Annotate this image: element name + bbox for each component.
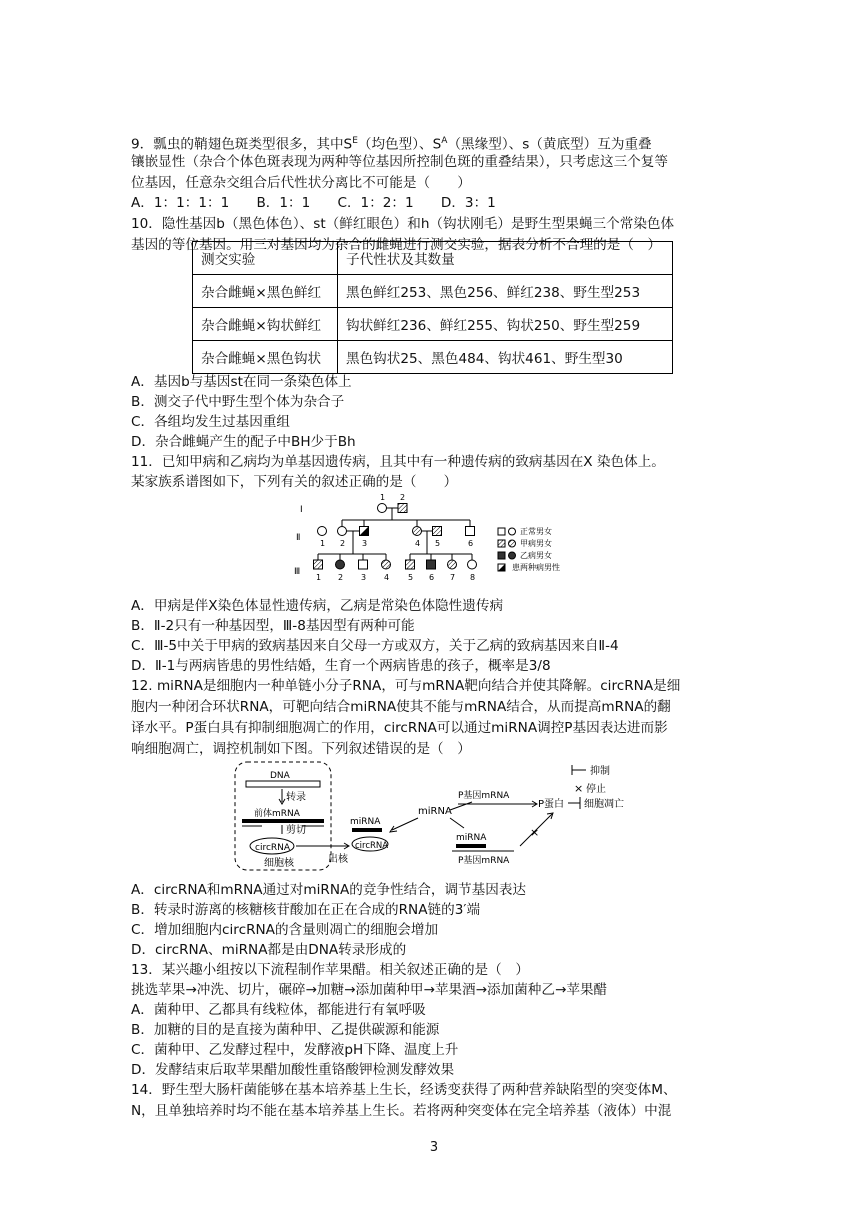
q13-option-c: C．菌种甲、乙发酵过程中，发酵液pH下降、温度上升 [131,1042,459,1058]
gen-label-III: Ⅲ [294,567,301,577]
pedigree-num: 2 [338,573,344,582]
mirna-regulation-diagram [230,758,660,876]
q10-option-a: A．基因b与基因st在同一条染色体上 [131,374,352,390]
table-cell: 钩状鲜红236、鲜红255、钩状250、野生型259 [338,308,673,341]
testcross-table [192,241,673,374]
pedigree-male-II5 [433,527,442,536]
pedigree-num: 1 [380,493,386,502]
legend-inhibit: 抑制 [590,766,610,777]
pedigree-num: 7 [450,573,456,582]
mirna-free-label: miRNA [418,806,452,817]
pedigree-num: 6 [429,573,435,582]
pedigree-num: 3 [361,573,367,582]
pre-mrna-label: 前体mRNA [254,809,300,819]
table-cell: 黑色钩状25、黑色484、钩状461、野生型30 [338,341,673,374]
table-cell: 黑色鲜红253、黑色256、鲜红238、野生型253 [338,275,673,308]
pedigree-num: 2 [340,539,346,548]
pedigree-chart [290,490,590,586]
pedigree-num: 4 [384,573,390,582]
q12-option-c: C．增加细胞内circRNA的含量则凋亡的细胞会增加 [131,922,439,938]
table-cell: 杂合雌蝇×钩状鲜红 [193,308,338,341]
pedigree-num: 6 [468,539,474,548]
q11-line2: 某家族系谱图如下，下列有关的叙述正确的是（ ） [131,474,458,490]
q11-option-a: A．甲病是伴X染色体显性遗传病，乙病是常染色体隐性遗传病 [131,598,504,614]
cut-label: 剪切 [286,825,306,836]
pedigree-num: 5 [435,539,441,548]
q13-option-a: A．菌种甲、乙都具有线粒体，都能进行有氧呼吸 [131,1002,426,1018]
table-row [193,308,673,341]
q9-line2: 镶嵌显性（杂合个体色斑表现为两种等位基因所控制色斑的重叠结果），只考虑这三个复等 [131,154,668,170]
pedigree-female-III4 [382,560,391,569]
q13-line1: 13．某兴趣小组按以下流程制作苹果醋。相关叙述正确的是（ ） [131,962,529,978]
pedigree-num: 4 [415,539,421,548]
table-header-row [193,242,673,275]
circrna-label: circRNA [255,843,291,853]
pedigree-male-III6 [427,560,436,569]
legend-label: 甲病男女 [520,539,552,548]
table-cell: 杂合雌蝇×黑色钩状 [193,341,338,374]
transcribe-label: 转录 [286,792,306,803]
q12-option-b: B．转录时游离的核糖核苷酸加在正在合成的RNA链的3′端 [131,902,481,918]
pedigree-num: 8 [470,573,476,582]
q12-line4: 响细胞凋亡，调控机制如下图。下列叙述错误的是（ ） [131,741,471,757]
pedigree-num: 2 [400,493,406,502]
table-row [193,341,673,374]
pedigree-num: 1 [316,573,322,582]
q12-option-a: A．circRNA和mRNA通过对miRNA的竞争性结合，调节基因表达 [131,882,527,898]
pedigree-num: 5 [408,573,414,582]
q13-option-b: B．加糖的目的是直接为菌种甲、乙提供碳源和能源 [131,1022,440,1038]
q10-option-b: B．测交子代中野生型个体为杂合子 [131,394,345,410]
pre-mrna-strand [242,819,324,823]
table-header-cell: 子代性状及其数量 [338,242,673,275]
q14-line1: 14．野生型大肠杆菌能够在基本培养基上生长，经诱变获得了两种营养缺陷型的突变体M、 [131,1082,677,1098]
page-number: 3 [429,1140,439,1155]
pedigree-female-III7 [448,560,457,569]
p-mrna-label: P基因mRNA [458,791,510,801]
pedigree-male-II6 [466,527,475,536]
nucleus-label: 细胞核 [264,858,294,869]
pedigree-male-III1 [314,560,323,569]
table-row [193,275,673,308]
q12-line2: 胞内一种闭合环状RNA，可靶向结合miRNA使其不能与mRNA结合，从而提高mRNA的翻 [131,699,671,715]
export-label: 出核 [328,854,348,865]
q9-line1: 9．瓢虫的鞘翅色斑类型很多，其中$S^E$（均色型）、$S^A$（黑缘型）、s（黄底型）互为重叠 [131,136,652,153]
q11-line1: 11．已知甲病和乙病均为单基因遗传病，且其中有一种遗传病的致病基因在X 染色体上。 [131,454,665,470]
dna-strand [246,781,320,787]
pedigree-male-III5 [406,560,415,569]
q12-option-d: D．circRNA、miRNA都是由DNA转录形成的 [131,942,407,958]
mirna-label-bound: miRNA [350,817,381,827]
legend-label: 正常男女 [520,527,552,536]
pedigree-male-III3 [359,560,368,569]
p-protein-label: P蛋白 [538,799,565,810]
legend-stop: 停止 [586,784,606,795]
circrna-label-cytoplasm: circRNA [355,841,389,851]
pedigree-female-II1 [318,527,327,536]
q10-line1: 10．隐性基因b（黑色体色）、st（鲜红眼色）和h（钩状刚毛）是野生型果蝇三个常染色体 [131,216,675,232]
apoptosis-label: 细胞凋亡 [584,799,624,810]
q14-line2: N，且单独培养时均不能在基本培养基上生长。若将两种突变体在完全培养基（液体）中混 [131,1103,672,1119]
stop-mark: × [530,826,540,839]
pedigree-female-III8 [468,560,477,569]
q9-line3: 位基因，任意杂交组合后代性状分离比不可能是（ ） [131,175,471,191]
q9-options: A．1：1：1：1 B．1：1 C．1：2：1 D．3：1 [131,195,496,211]
q13-flow: 挑选苹果→冲洗、切片，碾碎→加糖→添加菌种甲→苹果酒→添加菌种乙→苹果醋 [131,982,608,998]
pedigree-num: 1 [320,539,326,548]
gen-label-I: I [300,505,303,515]
pedigree-num: 3 [362,539,368,548]
q12-line1: 12. miRNA是细胞内一种单链小分子RNA，可与mRNA靶向结合并使其降解。circRNA是细 [131,678,681,694]
pedigree-female-III2 [336,560,345,569]
pedigree-female-II4 [413,527,422,536]
legend-stop-symbol: × [574,782,584,795]
table-header-cell: 测交实验 [193,242,338,275]
pedigree-legend [498,526,560,572]
table-cell: 杂合雌蝇×黑色鲜红 [193,275,338,308]
mirna-bound-label: miRNA [456,833,487,843]
q10-option-c: C．各组均发生过基因重组 [131,414,291,430]
pedigree-male-I2 [398,504,407,513]
pedigree-female-I1 [378,504,387,513]
q13-option-d: D．发酵结束后取苹果醋加酸性重铬酸钾检测发酵效果 [131,1062,455,1078]
legend-label: 患两种病男性 [512,563,560,572]
gen-label-II: Ⅱ [296,533,301,543]
dna-label: DNA [270,771,290,781]
q10-line2: 基因的等位基因。用三对基因均为杂合的雌蝇进行测交实验，据表分析不合理的是（ ） [131,237,662,253]
q10-option-d: D．杂合雌蝇产生的配子中BH少于Bh [131,434,356,450]
legend-label: 乙病男女 [520,551,552,560]
q11-option-b: B．Ⅱ-2只有一种基因型，Ⅲ-8基因型有两种可能 [131,618,415,634]
q11-option-d: D．Ⅱ-1与两病皆患的男性结婚，生育一个两病皆患的孩子，概率是3/8 [131,658,551,674]
p-mrna-bound-label: P基因mRNA [458,856,510,866]
pedigree-female-II2 [338,527,347,536]
q11-option-c: C．Ⅲ-5中关于甲病的致病基因来自父母一方或双方，关于乙病的致病基因来自Ⅱ-4 [131,638,619,654]
q12-line3: 译水平。P蛋白具有抑制细胞凋亡的作用，circRNA可以通过miRNA调控P基因表达进而影 [131,720,668,736]
